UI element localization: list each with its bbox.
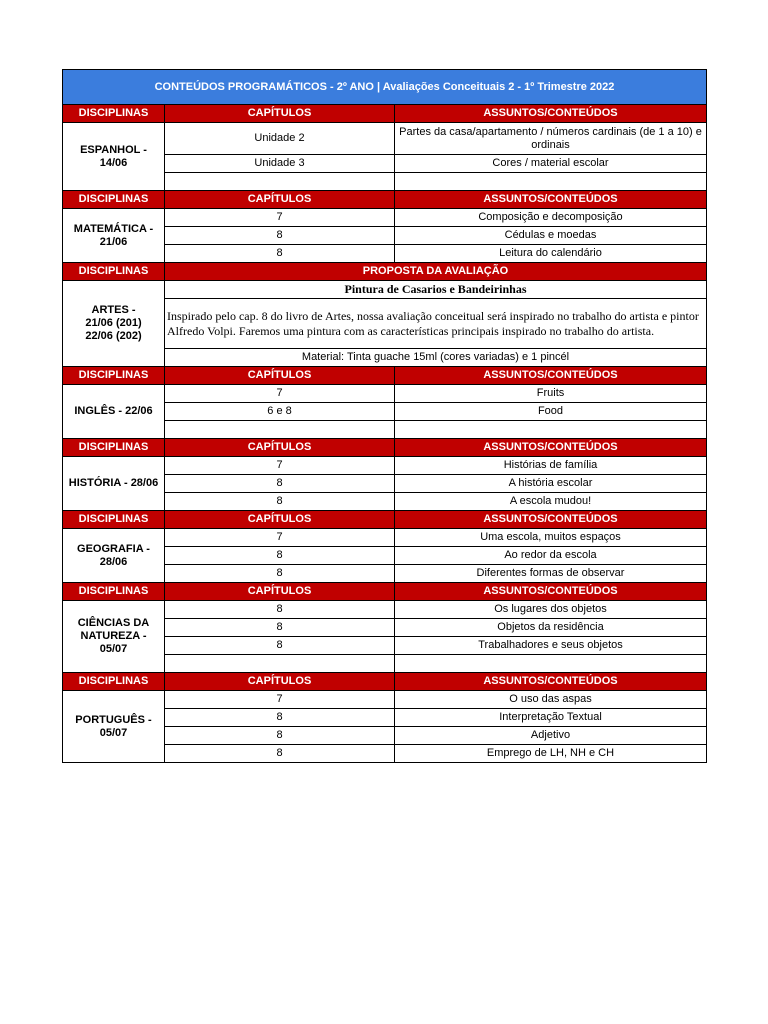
chapter-cell: 8 [165,601,395,619]
subject-artes-line2: 21/06 (201) [85,317,142,329]
topic-cell: Interpretação Textual [395,709,707,727]
chapter-cell: 8 [165,745,395,763]
header-row-ingles [63,367,707,385]
table-row [63,281,707,299]
topic-cell: Uma escola, muitos espaços [395,529,707,547]
topic-cell: Cédulas e moedas [395,227,707,245]
topic-cell: Leitura do calendário [395,245,707,263]
chapter-cell: 7 [165,385,395,403]
header-disciplinas: DISCIPLINAS [63,511,165,529]
header-assuntos: ASSUNTOS/CONTEÚDOS [395,583,707,601]
topic-cell: Os lugares dos objetos [395,601,707,619]
chapter-cell: 8 [165,475,395,493]
proposal-title: Pintura de Casarios e Bandeirinhas [165,281,707,299]
subject-portugues: PORTUGUÊS - 05/07 [63,691,165,763]
header-disciplinas: DISCIPLINAS [63,263,165,281]
topic-cell: A escola mudou! [395,493,707,511]
subject-artes [63,281,165,367]
header-row-portugues [63,673,707,691]
header-capitulos: CAPÍTULOS [165,673,395,691]
subject-historia: HISTÓRIA - 28/06 [63,457,165,511]
header-assuntos: ASSUNTOS/CONTEÚDOS [395,673,707,691]
topic-cell: Composição e decomposição [395,209,707,227]
topic-cell [395,655,707,673]
topic-cell: Objetos da residência [395,619,707,637]
proposal-text: Inspirado pelo cap. 8 do livro de Artes, nossa avaliação conceitual será inspirado no trabalho do artista e pintor Alfredo Volpi. Faremos uma pintura com as características principais inspirado no trabalho do artista. [165,299,707,349]
header-capitulos: CAPÍTULOS [165,511,395,529]
header-row-historia [63,439,707,457]
chapter-cell: Unidade 2 [165,123,395,155]
chapter-cell: 8 [165,637,395,655]
title-row [63,70,707,105]
topic-cell: Partes da casa/apartamento / números cardinais (de 1 a 10) e ordinais [395,123,707,155]
chapter-cell: 8 [165,619,395,637]
header-capitulos: CAPÍTULOS [165,105,395,123]
header-assuntos: ASSUNTOS/CONTEÚDOS [395,511,707,529]
header-capitulos: CAPÍTULOS [165,191,395,209]
header-capitulos: CAPÍTULOS [165,439,395,457]
chapter-cell: 8 [165,709,395,727]
subject-artes-line1: ARTES - [91,304,136,316]
topic-cell: Trabalhadores e seus objetos [395,637,707,655]
chapter-cell: Unidade 3 [165,155,395,173]
header-capitulos: CAPÍTULOS [165,367,395,385]
header-assuntos: ASSUNTOS/CONTEÚDOS [395,191,707,209]
chapter-cell: 8 [165,727,395,745]
topic-cell: Adjetivo [395,727,707,745]
topic-cell: Fruits [395,385,707,403]
header-proposta: PROPOSTA DA AVALIAÇÃO [165,263,707,281]
header-disciplinas: DISCIPLINAS [63,439,165,457]
material-cell: Material: Tinta guache 15ml (cores variadas) e 1 pincél [165,349,707,367]
header-row-espanhol [63,105,707,123]
content-sheet [62,69,706,763]
topic-cell: Food [395,403,707,421]
subject-artes-line3: 22/06 (202) [85,330,142,342]
chapter-cell: 7 [165,529,395,547]
header-disciplinas: DISCIPLINAS [63,191,165,209]
header-row-matematica [63,191,707,209]
chapter-cell: 7 [165,691,395,709]
table-row [63,209,707,227]
header-disciplinas: DISCIPLINAS [63,105,165,123]
header-assuntos: ASSUNTOS/CONTEÚDOS [395,439,707,457]
subject-ingles: INGLÊS - 22/06 [63,385,165,439]
topic-cell: Ao redor da escola [395,547,707,565]
page-title: CONTEÚDOS PROGRAMÁTICOS - 2º ANO | Avaliações Conceituais 2 - 1º Trimestre 2022 [63,70,707,105]
chapter-cell: 6 e 8 [165,403,395,421]
header-row-ciencias [63,583,707,601]
chapter-cell [165,655,395,673]
header-disciplinas: DISCIPLINAS [63,367,165,385]
table-row [63,385,707,403]
header-disciplinas: DISCIPLINAS [63,673,165,691]
header-row-artes [63,263,707,281]
chapter-cell [165,421,395,439]
topic-cell: Diferentes formas de observar [395,565,707,583]
subject-geografia: GEOGRAFIA - 28/06 [63,529,165,583]
topic-cell: Cores / material escolar [395,155,707,173]
topic-cell [395,421,707,439]
subject-ciencias: CIÊNCIAS DA NATUREZA - 05/07 [63,601,165,673]
header-assuntos: ASSUNTOS/CONTEÚDOS [395,105,707,123]
header-disciplinas: DISCIPLINAS [63,583,165,601]
schedule-table [62,69,707,763]
header-capitulos: CAPÍTULOS [165,583,395,601]
table-row [63,123,707,155]
chapter-cell: 8 [165,493,395,511]
subject-matematica: MATEMÁTICA - 21/06 [63,209,165,263]
chapter-cell [165,173,395,191]
table-row [63,601,707,619]
topic-cell: O uso das aspas [395,691,707,709]
chapter-cell: 7 [165,457,395,475]
topic-cell: Histórias de família [395,457,707,475]
topic-cell [395,173,707,191]
table-row [63,529,707,547]
subject-espanhol: ESPANHOL - 14/06 [63,123,165,191]
chapter-cell: 8 [165,227,395,245]
chapter-cell: 7 [165,209,395,227]
chapter-cell: 8 [165,565,395,583]
table-row [63,691,707,709]
header-assuntos: ASSUNTOS/CONTEÚDOS [395,367,707,385]
topic-cell: A história escolar [395,475,707,493]
header-row-geografia [63,511,707,529]
topic-cell: Emprego de LH, NH e CH [395,745,707,763]
chapter-cell: 8 [165,245,395,263]
table-row [63,457,707,475]
chapter-cell: 8 [165,547,395,565]
